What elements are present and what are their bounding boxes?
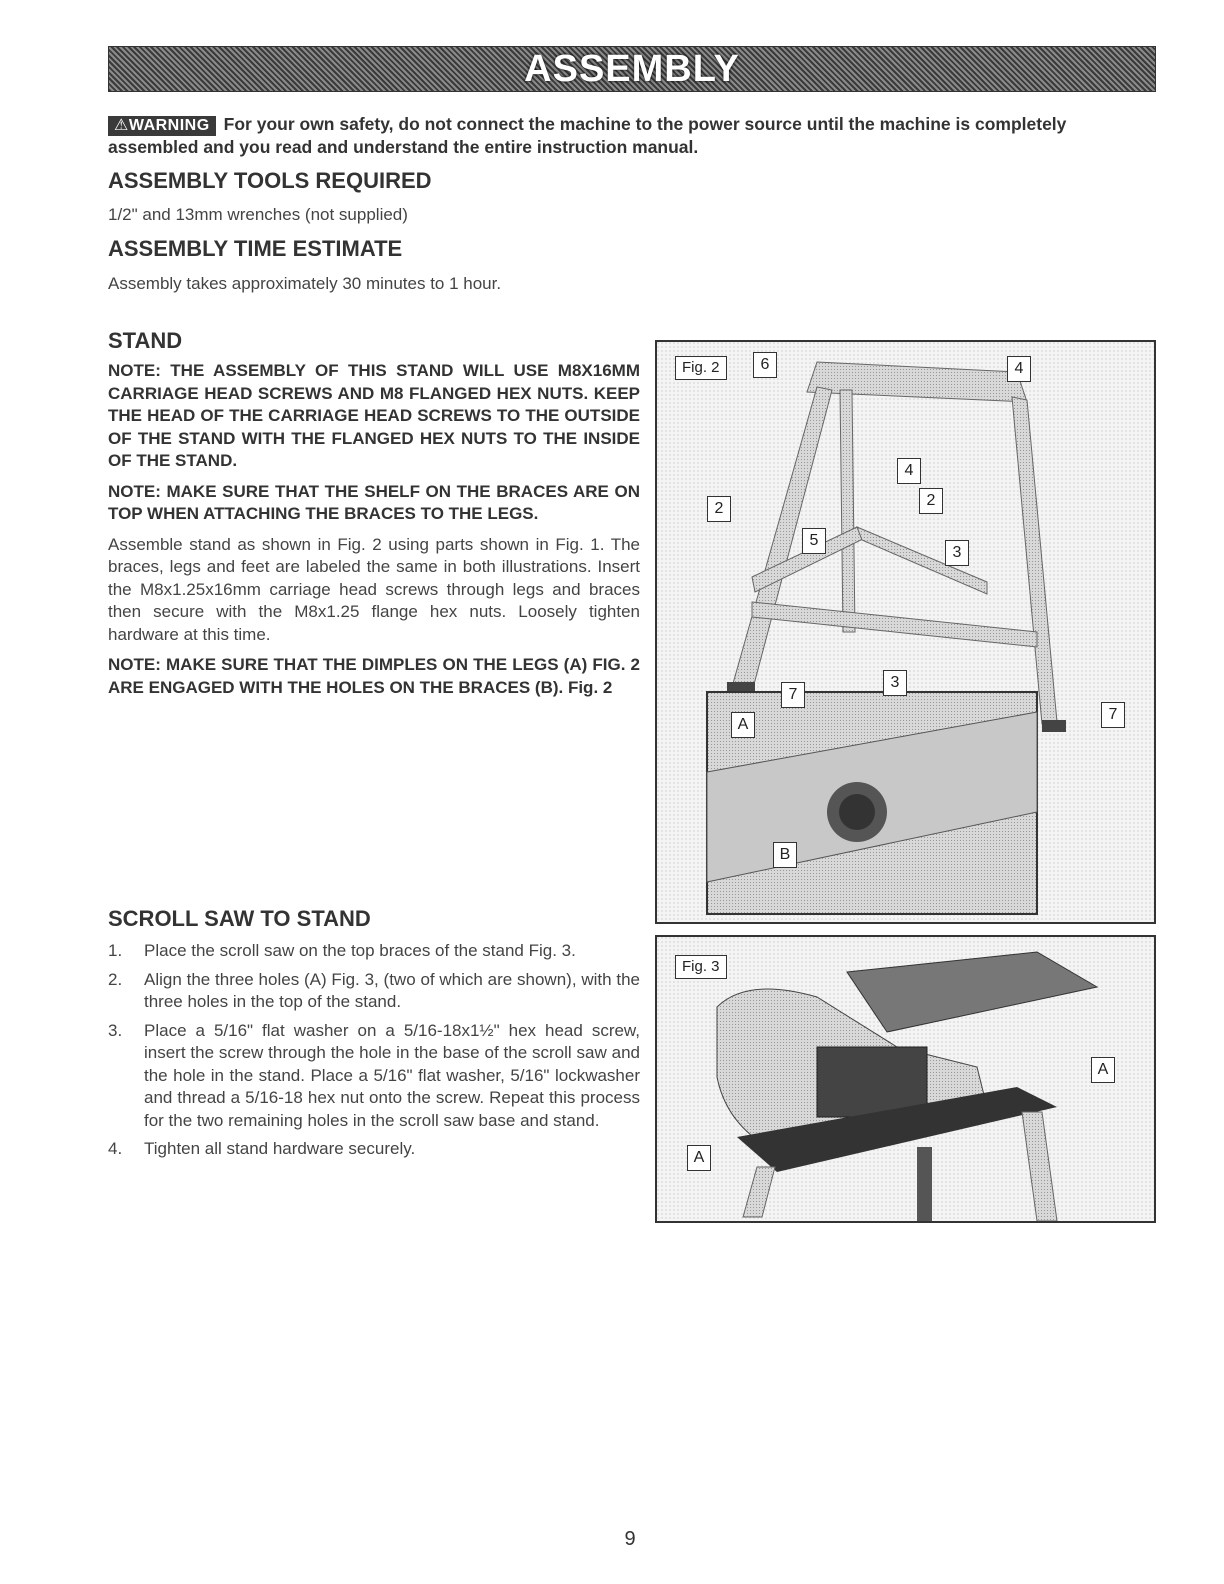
callout-3-top: 3	[945, 540, 969, 566]
list-item: 4. Tighten all stand hardware securely.	[108, 1139, 416, 1158]
section-banner	[108, 46, 1156, 92]
scroll-steps	[108, 940, 640, 1167]
warning-text: For your own safety, do not connect the machine to the power source until the machine is completely assembled and you read and understand the entire instruction manual.	[108, 114, 1067, 157]
page-number: 9	[624, 1528, 636, 1550]
time-heading: ASSEMBLY TIME ESTIMATE	[108, 236, 403, 261]
tools-text: 1/2" and 13mm wrenches (not supplied)	[108, 205, 408, 224]
callout-a-left: A	[687, 1145, 711, 1171]
warning-badge: ⚠WARNING	[108, 116, 216, 136]
stand-instructions	[108, 360, 640, 707]
callout-4-top: 4	[1007, 356, 1031, 382]
callout-4-mid: 4	[897, 458, 921, 484]
section-title: ASSEMBLY	[524, 47, 740, 90]
stand-note-1: NOTE: THE ASSEMBLY OF THIS STAND WILL USE M8X16MM CARRIAGE HEAD SCREWS AND M8 FLANGED HEX NUTS. KEEP THE HEAD OF THE CARRIAGE HEAD SCREWS TO THE OUTSIDE OF THE STAND WITH THE FLANGED HEX NUTS TO THE INSIDE OF THE STAND.	[108, 361, 640, 470]
tools-heading: ASSEMBLY TOOLS REQUIRED	[108, 168, 432, 193]
stand-heading: STAND	[108, 328, 183, 353]
stand-note-2: NOTE: MAKE SURE THAT THE SHELF ON THE BRACES ARE ON TOP WHEN ATTACHING THE BRACES TO THE LEGS.	[108, 481, 640, 523]
callout-2-left: 2	[707, 496, 731, 522]
scroll-heading: SCROLL SAW TO STAND	[108, 906, 371, 931]
callout-6: 6	[753, 352, 777, 378]
fig-2-label: Fig. 2	[675, 356, 727, 380]
list-item: 1. Place the scroll saw on the top braces of the stand Fig. 3.	[108, 941, 576, 960]
list-item: 3. Place a 5/16" flat washer on a 5/16-18x1½" hex head screw, insert the screw through the hole in the base of the scroll saw and the hole in the stand. Place a 5/16" flat washer, 5/16" lockwasher and thread a 5/16-18 hex nut onto the screw. Repeat this process for the two remaining holes in the scroll saw base and stand.	[108, 1020, 640, 1130]
figure-3	[655, 935, 1156, 1223]
callout-3-bottom: 3	[883, 670, 907, 696]
callout-7-left: 7	[781, 682, 805, 708]
callout-7-right: 7	[1101, 702, 1125, 728]
time-text: Assembly takes approximately 30 minutes to 1 hour.	[108, 274, 502, 293]
warning-notice	[108, 113, 1158, 159]
stand-paragraph: Assemble stand as shown in Fig. 2 using parts shown in Fig. 1. The braces, legs and feet are labeled the same in both illustrations. Insert the M8x1.25x16mm carriage head screws through legs and braces then secure with the M8x1.25 flange hex nuts. Loosely tighten hardware at this time.	[108, 534, 640, 644]
callout-a-right: A	[1091, 1057, 1115, 1083]
stand-illustration	[657, 342, 1154, 922]
fig-3-label: Fig. 3	[675, 955, 727, 979]
callout-2-right: 2	[919, 488, 943, 514]
callout-b: B	[773, 842, 797, 868]
list-item: 2. Align the three holes (A) Fig. 3, (two of which are shown), with the three holes in the top of the stand.	[108, 969, 640, 1011]
callout-5: 5	[802, 528, 826, 554]
stand-note-3: NOTE: MAKE SURE THAT THE DIMPLES ON THE LEGS (A) FIG. 2 ARE ENGAGED WITH THE HOLES ON THE BRACES (B). Fig. 2	[108, 655, 640, 697]
figure-2	[655, 340, 1156, 924]
scroll-saw-illustration	[657, 937, 1154, 1221]
callout-a: A	[731, 712, 755, 738]
